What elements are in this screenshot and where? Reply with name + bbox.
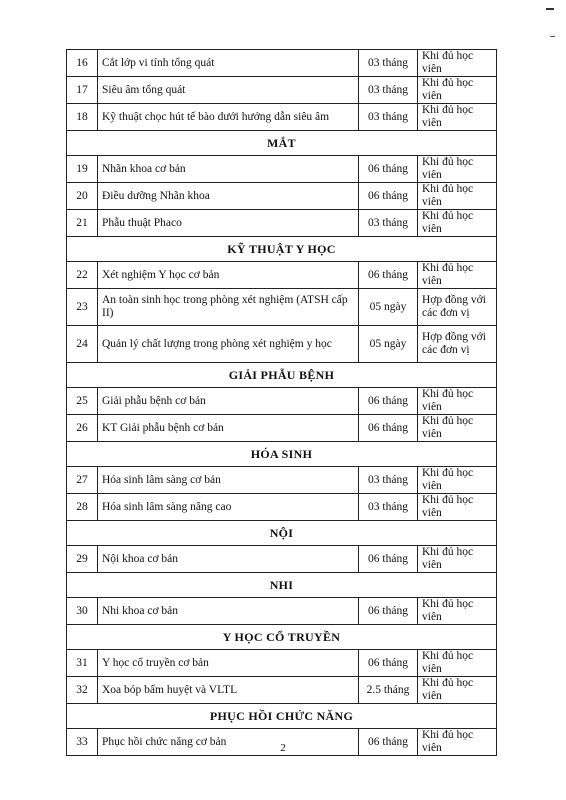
- course-name-cell: Nội khoa cơ bản: [98, 546, 359, 573]
- row-number-cell: 25: [67, 388, 98, 415]
- table-row: [67, 326, 497, 363]
- duration-cell: 03 tháng: [359, 467, 418, 494]
- note-cell: Khi đủ học viên: [418, 50, 497, 77]
- course-name-cell: Hóa sinh lâm sàng cơ bản: [98, 467, 359, 494]
- row-number-cell: 28: [67, 494, 98, 521]
- row-number-cell: 26: [67, 415, 98, 442]
- row-number-cell: 30: [67, 598, 98, 625]
- table-row: [67, 210, 497, 237]
- duration-cell: 03 tháng: [359, 210, 418, 237]
- row-number-cell: 23: [67, 289, 98, 326]
- duration-cell: 06 tháng: [359, 388, 418, 415]
- course-name-cell: An toàn sinh học trong phòng xét nghiệm (ATSH cấp II): [98, 289, 359, 326]
- note-cell: Khi đủ học viên: [418, 210, 497, 237]
- note-cell: Hợp đồng với các đơn vị: [418, 289, 497, 326]
- course-name-cell: Y học cổ truyền cơ bản: [98, 650, 359, 677]
- table-row: [67, 156, 497, 183]
- duration-cell: 06 tháng: [359, 546, 418, 573]
- duration-cell: 03 tháng: [359, 77, 418, 104]
- note-cell: Khi đủ học viên: [418, 77, 497, 104]
- note-cell: Khi đủ học viên: [418, 546, 497, 573]
- table-row: [67, 467, 497, 494]
- note-cell: Khi đủ học viên: [418, 494, 497, 521]
- course-name-cell: Phục hồi chức năng cơ bản: [98, 729, 359, 756]
- table-row: [67, 598, 497, 625]
- row-number-cell: 32: [67, 677, 98, 704]
- course-name-cell: Xoa bóp bấm huyệt và VLTL: [98, 677, 359, 704]
- table-row: [67, 50, 497, 77]
- section-header-row: [67, 363, 497, 388]
- row-number-cell: 31: [67, 650, 98, 677]
- duration-cell: 06 tháng: [359, 598, 418, 625]
- course-name-cell: Giải phẫu bệnh cơ bản: [98, 388, 359, 415]
- course-name-cell: Cắt lớp vi tính tổng quát: [98, 50, 359, 77]
- table-row: [67, 415, 497, 442]
- section-title: PHỤC HỒI CHỨC NĂNG: [67, 704, 497, 729]
- section-header-row: [67, 521, 497, 546]
- course-name-cell: Nhãn khoa cơ bản: [98, 156, 359, 183]
- row-number-cell: 21: [67, 210, 98, 237]
- page-number: 2: [280, 742, 286, 754]
- note-cell: Khi đủ học viên: [418, 415, 497, 442]
- section-title: MẮT: [67, 131, 497, 156]
- section-title: Y HỌC CỔ TRUYỀN: [67, 625, 497, 650]
- duration-cell: 05 ngày: [359, 289, 418, 326]
- duration-cell: 03 tháng: [359, 494, 418, 521]
- section-title: NHI: [67, 573, 497, 598]
- table-row: [67, 183, 497, 210]
- course-name-cell: Hóa sinh lâm sàng nâng cao: [98, 494, 359, 521]
- scan-mark: [550, 36, 555, 37]
- duration-cell: 06 tháng: [359, 183, 418, 210]
- table-row: [67, 388, 497, 415]
- section-title: GIẢI PHẪU BỆNH: [67, 363, 497, 388]
- section-title: KỸ THUẬT Y HỌC: [67, 237, 497, 262]
- row-number-cell: 19: [67, 156, 98, 183]
- course-table: [66, 49, 497, 756]
- section-title: HÓA SINH: [67, 442, 497, 467]
- note-cell: Khi đủ học viên: [418, 104, 497, 131]
- note-cell: Khi đủ học viên: [418, 183, 497, 210]
- duration-cell: 2.5 tháng: [359, 677, 418, 704]
- course-name-cell: KT Giải phẫu bệnh cơ bản: [98, 415, 359, 442]
- note-cell: Khi đủ học viên: [418, 262, 497, 289]
- course-name-cell: Siêu âm tổng quát: [98, 77, 359, 104]
- note-cell: Hợp đồng với các đơn vị: [418, 326, 497, 363]
- row-number-cell: 29: [67, 546, 98, 573]
- table-row: [67, 650, 497, 677]
- note-cell: Khi đủ học viên: [418, 598, 497, 625]
- row-number-cell: 27: [67, 467, 98, 494]
- duration-cell: 06 tháng: [359, 156, 418, 183]
- note-cell: Khi đủ học viên: [418, 388, 497, 415]
- note-cell: Khi đủ học viên: [418, 677, 497, 704]
- section-header-row: [67, 131, 497, 156]
- duration-cell: 06 tháng: [359, 650, 418, 677]
- course-name-cell: Quản lý chất lượng trong phòng xét nghiệm y học: [98, 326, 359, 363]
- course-table-body: [67, 50, 497, 756]
- duration-cell: 06 tháng: [359, 415, 418, 442]
- section-title: NỘI: [67, 521, 497, 546]
- duration-cell: 05 ngày: [359, 326, 418, 363]
- section-header-row: [67, 573, 497, 598]
- table-row: [67, 104, 497, 131]
- section-header-row: [67, 704, 497, 729]
- note-cell: Khi đủ học viên: [418, 729, 497, 756]
- row-number-cell: 18: [67, 104, 98, 131]
- duration-cell: 06 tháng: [359, 729, 418, 756]
- duration-cell: 06 tháng: [359, 262, 418, 289]
- section-header-row: [67, 442, 497, 467]
- section-header-row: [67, 625, 497, 650]
- row-number-cell: 16: [67, 50, 98, 77]
- row-number-cell: 24: [67, 326, 98, 363]
- course-name-cell: Phẫu thuật Phaco: [98, 210, 359, 237]
- course-name-cell: Nhi khoa cơ bản: [98, 598, 359, 625]
- scan-mark: [546, 8, 554, 10]
- table-row: [67, 77, 497, 104]
- course-name-cell: Điều dưỡng Nhãn khoa: [98, 183, 359, 210]
- row-number-cell: 22: [67, 262, 98, 289]
- course-name-cell: Xét nghiệm Y học cơ bản: [98, 262, 359, 289]
- table-row: [67, 289, 497, 326]
- table-row: [67, 546, 497, 573]
- section-header-row: [67, 237, 497, 262]
- note-cell: Khi đủ học viên: [418, 467, 497, 494]
- course-name-cell: Kỹ thuật chọc hút tế bào dưới hướng dẫn siêu âm: [98, 104, 359, 131]
- table-row: [67, 677, 497, 704]
- table-row: [67, 262, 497, 289]
- row-number-cell: 20: [67, 183, 98, 210]
- note-cell: Khi đủ học viên: [418, 650, 497, 677]
- note-cell: Khi đủ học viên: [418, 156, 497, 183]
- duration-cell: 03 tháng: [359, 50, 418, 77]
- row-number-cell: 17: [67, 77, 98, 104]
- duration-cell: 03 tháng: [359, 104, 418, 131]
- table-row: [67, 494, 497, 521]
- row-number-cell: 33: [67, 729, 98, 756]
